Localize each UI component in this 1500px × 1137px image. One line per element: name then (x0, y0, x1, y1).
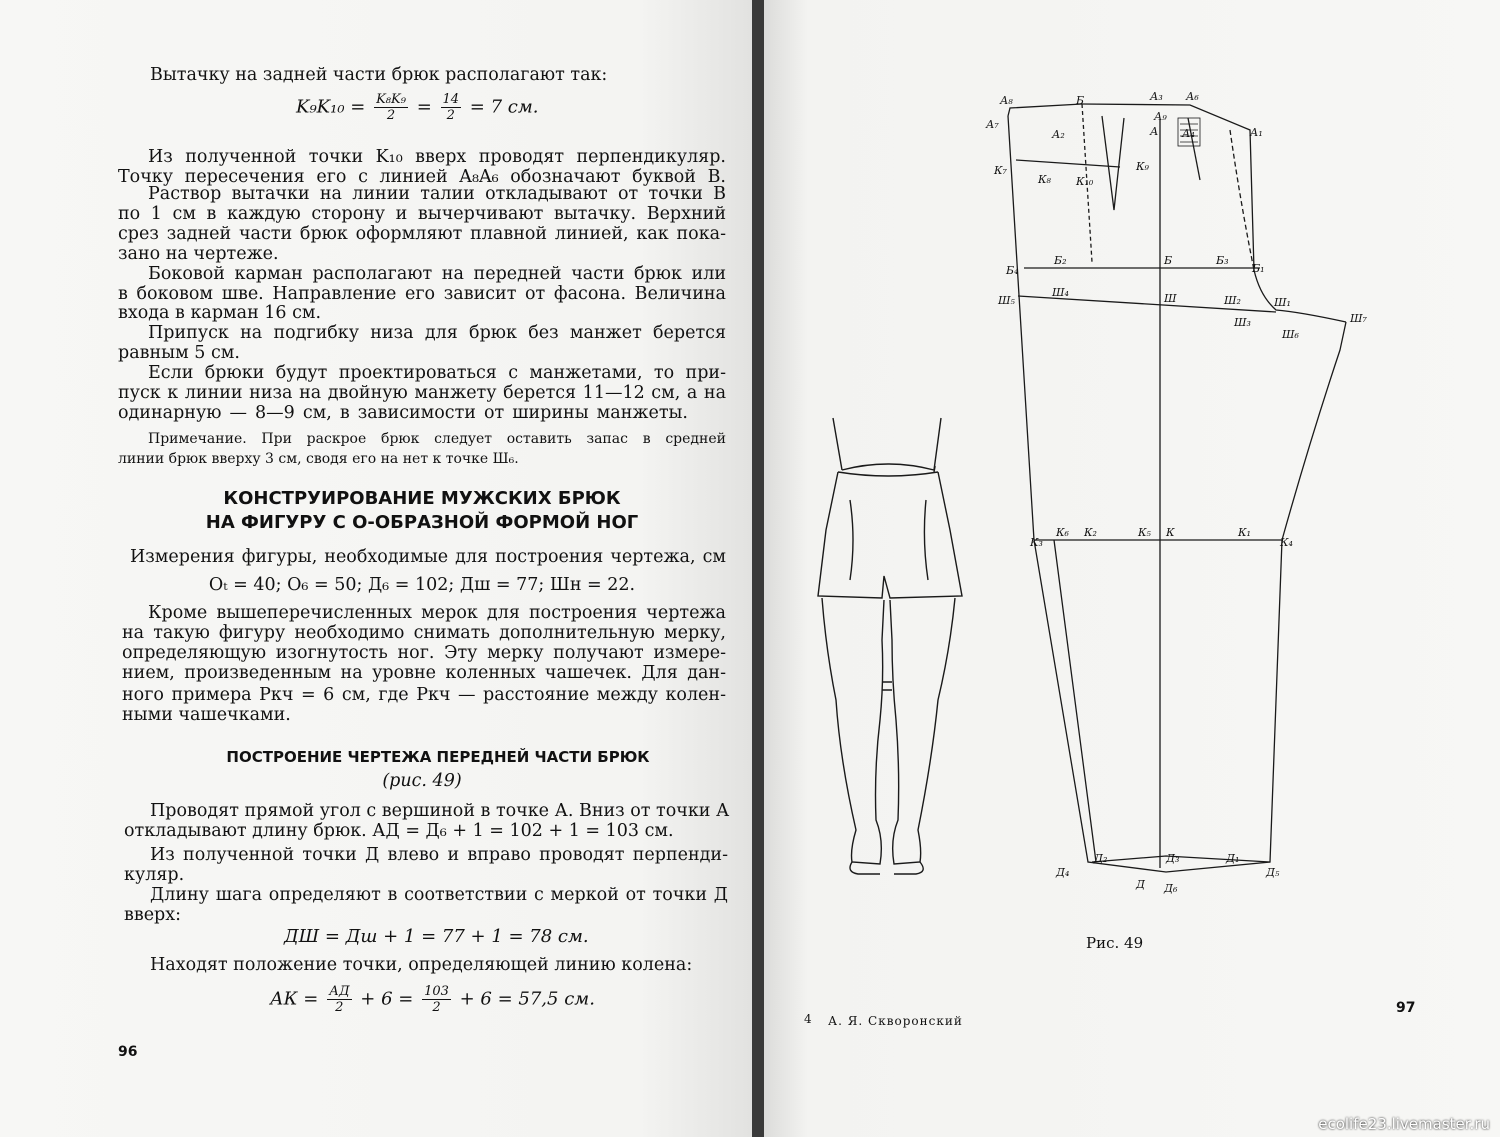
text-line: вверх: (124, 905, 182, 925)
formula-lhs: K₉K₁₀ = (296, 96, 366, 118)
draft-point-label: К (1166, 526, 1175, 539)
draft-point-label: Ш₅ (998, 294, 1015, 307)
text-line: по 1 см в каждую сторону и вычерчивают вытачку. Верхний (118, 204, 726, 224)
draft-lines (1008, 104, 1346, 872)
draft-point-label: А₄ (1182, 127, 1195, 140)
draft-point-label: А₈ (1000, 94, 1013, 107)
section-heading: НА ФИГУРУ С О-ОБРАЗНОЙ ФОРМОЙ НОГ (205, 512, 639, 533)
draft-point-label: Б (1164, 254, 1173, 267)
signature-mark: 4 (804, 1012, 812, 1026)
text-line: одинарную — 8—9 см, в зависимости от ширины манжеты. (118, 403, 688, 423)
text-line: Из полученной точки Д влево и вправо проводят перпенди- (150, 845, 728, 865)
draft-point-label: Д₆ (1164, 882, 1178, 895)
text-line: ными чашечками. (122, 705, 291, 725)
text-line: пуск к линии низа на двойную манжету берется 11—12 см, а на (118, 383, 726, 403)
draft-point-label: Д₂ (1094, 852, 1108, 865)
draft-point-label: К₆ (1056, 526, 1069, 539)
formula-step: ДШ = Дш + 1 = 77 + 1 = 78 см. (284, 926, 589, 947)
text-line: Длину шага определяют в соответствии с меркой от точки Д (150, 885, 728, 905)
draft-point-label: К₇ (994, 164, 1007, 177)
draft-point-label: А₆ (1186, 90, 1199, 103)
draft-point-label: А₃ (1150, 90, 1163, 103)
draft-point-label: Д (1136, 878, 1145, 891)
draft-point-label: Д₃ (1166, 852, 1180, 865)
text-line: откладывают длину брюк. АД = Д₆ + 1 = 102 + 1 = 103 см. (124, 821, 674, 841)
draft-point-label: К₁ (1238, 526, 1251, 539)
draft-point-label: Д₅ (1266, 866, 1280, 879)
right-page (764, 0, 1500, 1137)
draft-point-label: Д₄ (1056, 866, 1070, 879)
text-line: зано на чертеже. (118, 244, 279, 264)
note-line: Примечание. При раскрое брюк следует оставить запас в средней (148, 431, 726, 447)
draft-point-label: К₁₀ (1076, 175, 1094, 188)
draft-point-label: Ш₆ (1282, 328, 1299, 341)
draft-point-label: А₇ (986, 118, 999, 131)
formula-knee: АК = $\frac{АД}{2}$ + 6 = $\frac{103}{2}$ + 6 = 57,5 см. (270, 984, 595, 1015)
text-line: Из полученной точки K₁₀ вверх проводят перпендикуляр. (148, 147, 726, 167)
draft-point-label: К₃ (1030, 536, 1043, 549)
text-line: Если брюки будут проектироваться с манжетами, то при- (148, 363, 726, 383)
draft-point-label: А₉ (1154, 110, 1167, 123)
draft-point-label: Б (1076, 94, 1085, 107)
draft-point-label: К₅ (1138, 526, 1151, 539)
fraction: $\frac{\text{K₈K₉}}{2}$ (376, 92, 406, 123)
draft-point-label: Б₃ (1216, 254, 1229, 267)
formula-rhs: = 7 см. (469, 96, 539, 118)
fraction: $\frac{14}{2}$ (442, 92, 460, 123)
draft-labels (985, 90, 1368, 895)
draft-point-label: А₂ (1052, 128, 1065, 141)
formula-dart: K₉K₁₀ = $\frac{\text{K₈K₉}}{2}$ = $\frac{14}{2}$ = 7 см. (296, 92, 539, 123)
text-line: Проводят прямой угол с вершиной в точке А. Вниз от точки А (150, 801, 730, 821)
text-line: Точку пересечения его с линией A₈A₆ обозначают буквой B. (118, 167, 726, 187)
draft-point-label: К₄ (1280, 536, 1293, 549)
draft-point-label: Ш₁ (1274, 296, 1291, 309)
figure-caption: Рис. 49 (1086, 934, 1144, 952)
text-line: входа в карман 16 см. (118, 303, 322, 323)
page-number: 97 (1396, 1000, 1416, 1016)
text-line: куляр. (124, 865, 185, 885)
page-number: 96 (118, 1044, 138, 1060)
draft-point-label: Д₁ (1226, 852, 1240, 865)
book-gutter (752, 0, 764, 1137)
draft-point-label: Б₂ (1054, 254, 1067, 267)
figure-reference: (рис. 49) (382, 771, 462, 791)
text-line: в боковом шве. Направление его зависит от фасона. Величина (118, 284, 726, 304)
fraction: $\frac{АД}{2}$ (329, 984, 350, 1015)
text-line: равным 5 см. (118, 343, 240, 363)
note-line: линии брюк вверху 3 см, сводя его на нет к точке Ш₆. (118, 451, 519, 467)
text-line: Находят положение точки, определяющей линию колена: (150, 955, 693, 975)
author-footer: А. Я. Скворонский (828, 1014, 963, 1028)
text-line: Припуск на подгибку низа для брюк без манжет берется (148, 323, 726, 343)
draft-point-label: Ш₄ (1052, 286, 1069, 299)
text-line: определяющую изогнутость ног. Эту мерку получают измере- (122, 643, 726, 663)
text-line: Кроме вышеперечисленных мерок для построения чертежа (148, 603, 726, 623)
draft-point-label: А₁ (1250, 126, 1263, 139)
section-heading: КОНСТРУИРОВАНИЕ МУЖСКИХ БРЮК (223, 488, 621, 509)
draft-point-label: Ш₂ (1224, 294, 1241, 307)
draft-point-label: Б₁ (1252, 262, 1265, 275)
draft-point-label: Ш (1164, 292, 1177, 305)
draft-point-label: К₉ (1136, 160, 1149, 173)
draft-point-label: К₂ (1084, 526, 1097, 539)
draft-point-label: А (1150, 125, 1159, 138)
text-line: Боковой карман располагают на передней части брюк или (148, 264, 726, 284)
text-line: Измерения фигуры, необходимые для построения чертежа, см (130, 547, 726, 567)
text-line: Вытачку на задней части брюк располагают так: (150, 65, 608, 85)
watermark-text: ecolife23.livemaster.ru (1318, 1115, 1490, 1133)
text-line: нием, произведенным на уровне коленных чашечек. Для дан- (122, 663, 726, 683)
draft-point-label: Б₄ (1006, 264, 1019, 277)
draft-point-label: Ш₇ (1350, 312, 1367, 325)
draft-point-label: К₈ (1038, 173, 1051, 186)
measurements-line: Оₜ = 40; О₆ = 50; Д₆ = 102; Дш = 77; Шн = 22. (208, 575, 636, 595)
draft-point-label: Ш₃ (1234, 316, 1251, 329)
text-line: на такую фигуру необходимо снимать дополнительную мерку, (122, 623, 726, 643)
text-line: срез задней части брюк оформляют плавной линией, как пока- (118, 224, 726, 244)
fraction: $\frac{103}{2}$ (424, 984, 449, 1015)
subsection-heading: ПОСТРОЕНИЕ ЧЕРТЕЖА ПЕРЕДНЕЙ ЧАСТИ БРЮК (226, 748, 650, 766)
figure-illustration (818, 418, 962, 874)
text-line: ного примера Ркч = 6 см, где Ркч — расстояние между колен- (122, 685, 726, 705)
trouser-draft-figure (764, 0, 1500, 1137)
text-line: Раствор вытачки на линии талии откладывают от точки B (148, 184, 726, 204)
